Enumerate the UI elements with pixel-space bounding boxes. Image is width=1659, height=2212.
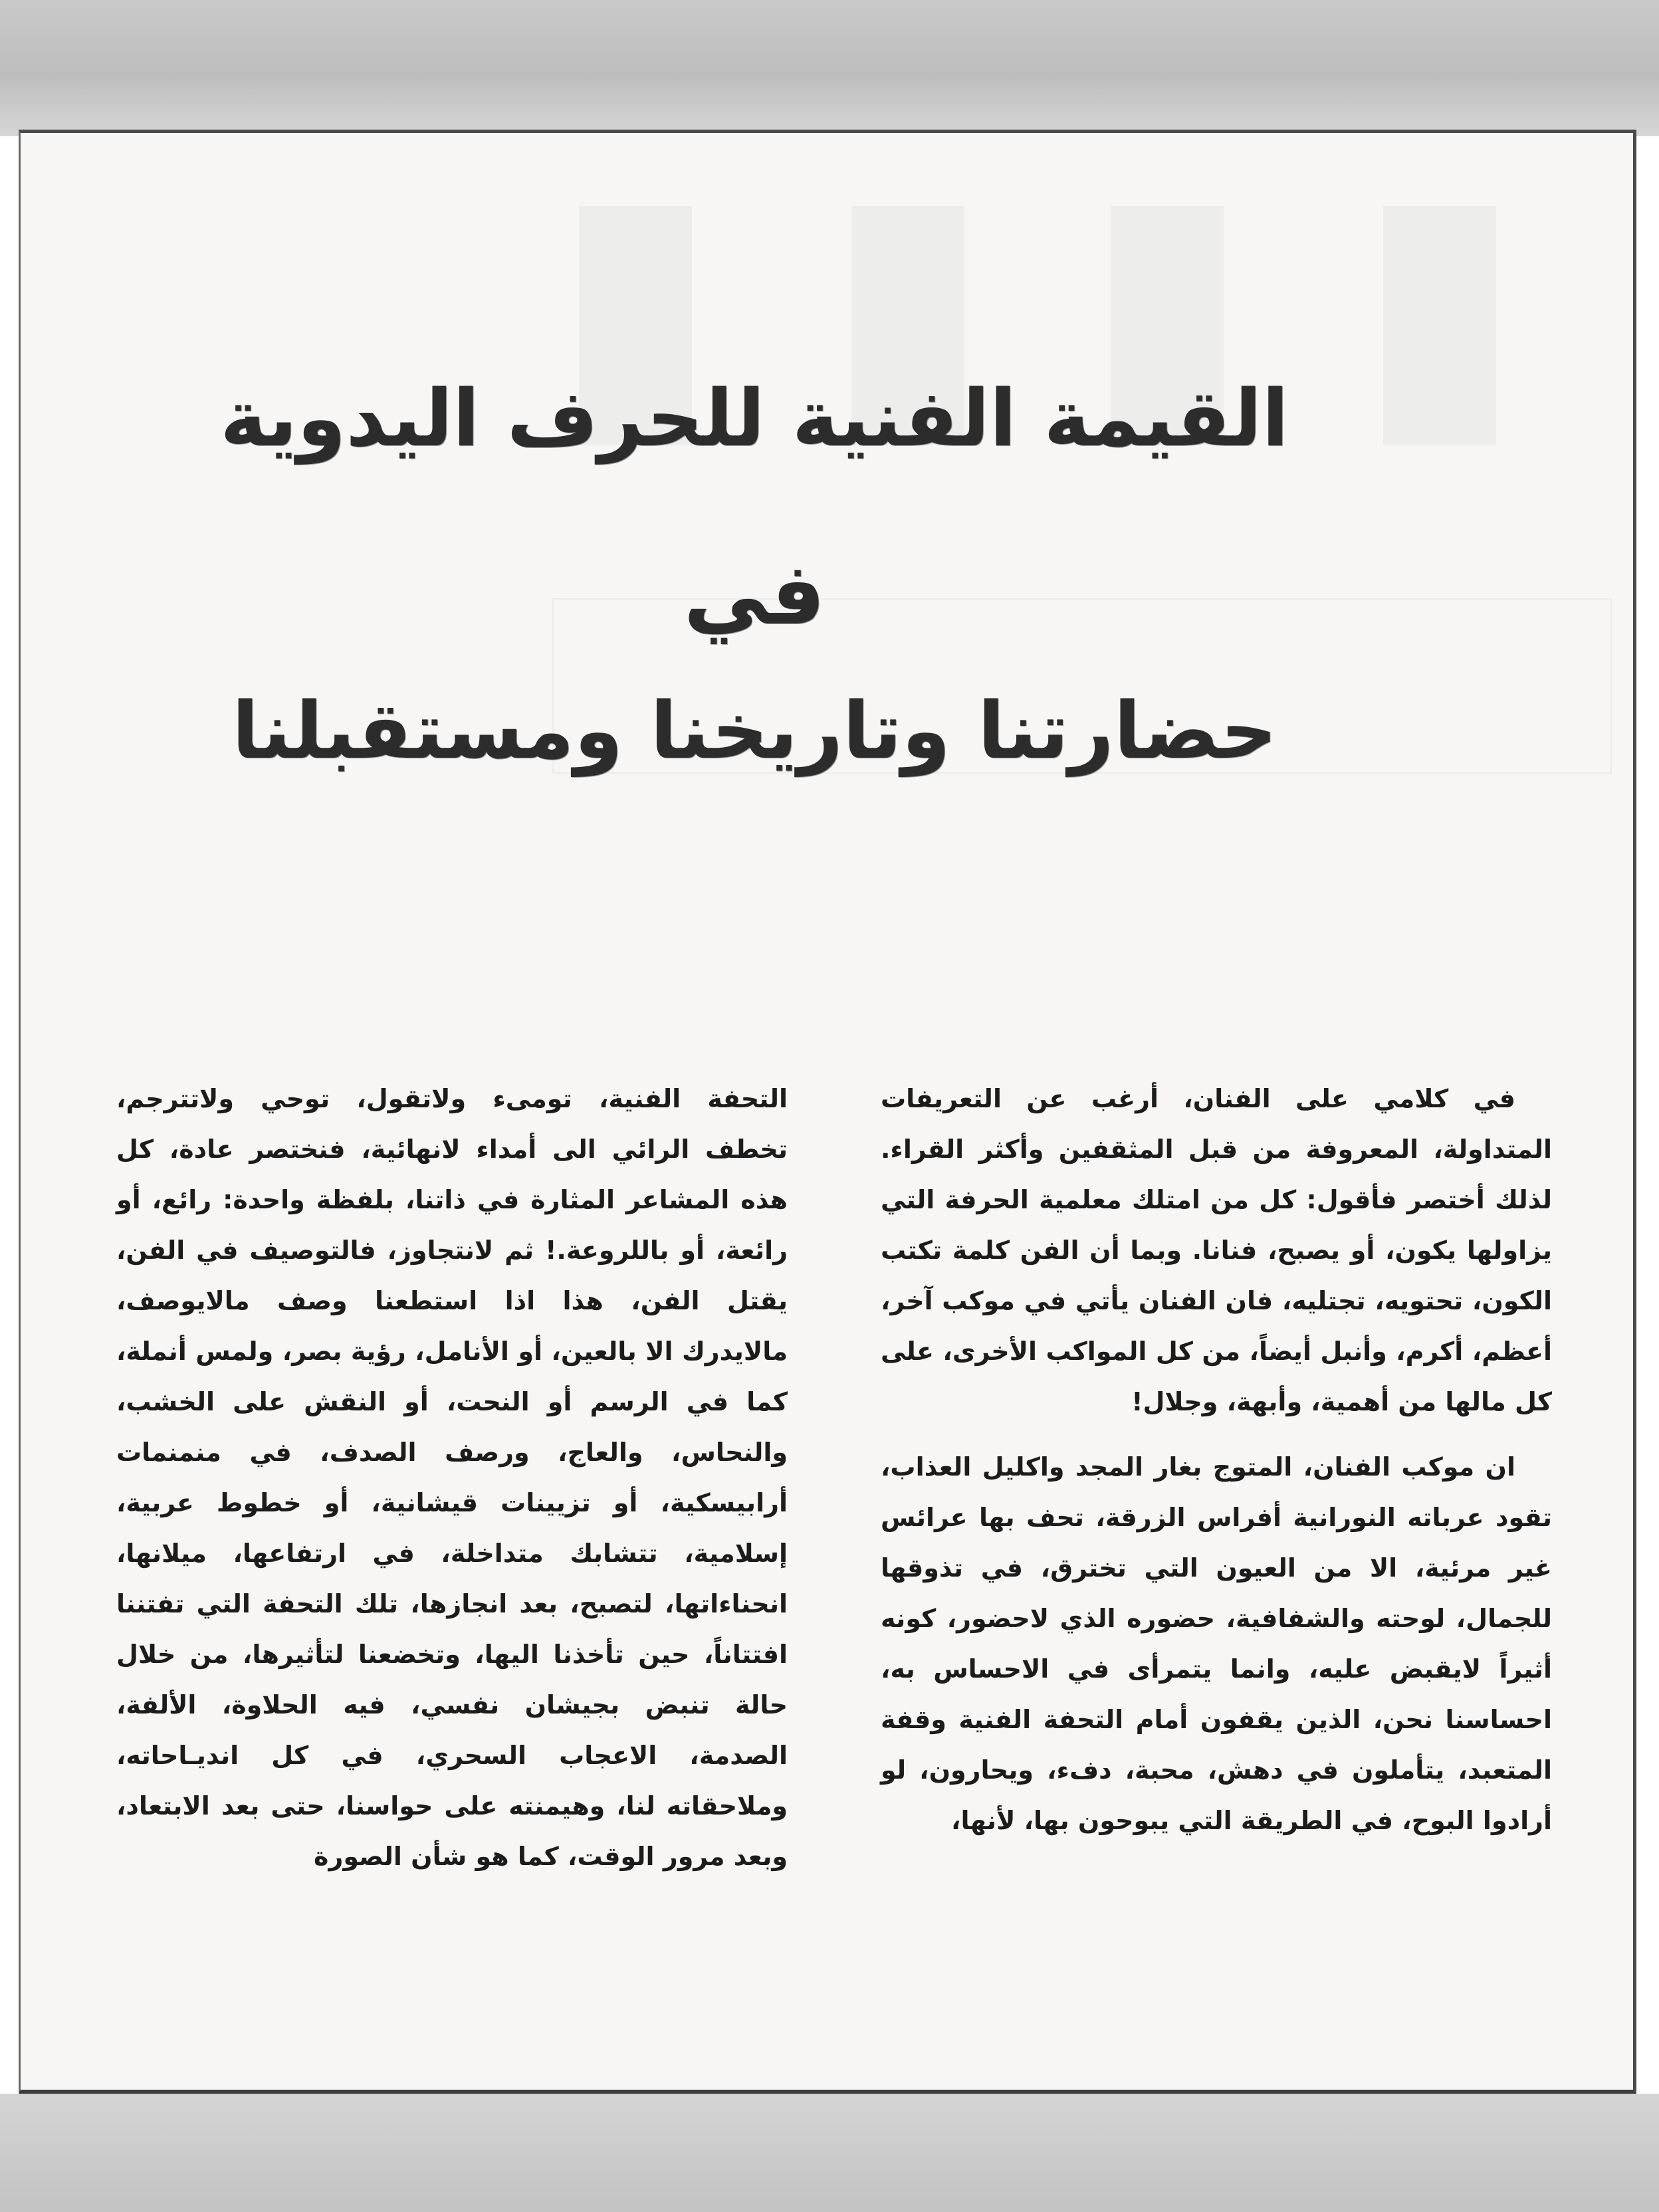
bleed-through-shape <box>1383 206 1496 445</box>
body-paragraph: ان موكب الفنان، المتوج بغار المجد واكليل العذاب، تقود عرباته النورانية أفراس الزرقة، تحف بها عرائس غير مرئية، الا من العيون التي تخترق، في تذوقها للجمال، لوحته والشفافية، حضوره الذي لاحضور، كونه أثيراً لايقبض عليه، وانما يتمرأى في الاحساس به، احساسنا نحن، الذين يقفون أمام التحفة الفنية وقفة المتعبد، يتأملون في دهش، محبة، دفء، ويحارون، لو أرادوا البوح، في الطريقة التي يبوحون بها، لأنها، <box>881 1452 1552 1835</box>
article-column-left <box>116 1073 788 2024</box>
article-title-line-2: في <box>683 545 826 644</box>
scan-bottom-margin <box>0 2094 1659 2212</box>
body-paragraph: التحفة الفنية، تومىء ولاتقول، توحي ولاتترجم، تخطف الرائي الى أمداء لانهائية، فنختصر عادة، كل هذه المشاعر المثارة في ذاتنا، بلفظة واحدة: رائع، أو رائعة، أو باللروعة.! ثم لانتجاوز، فالتوصيف في الفن، يقتل الفن، هذا اذا استطعنا وصف مالايوصف، مالايدرك الا بالعين، أو الأنامل، رؤية بصر، ولمس أنملة، كما في الرسم أو النحت، أو النقش على الخشب، والنحاس، والعاج، ورصف الصدف، في منمنمات أرابيسكية، أو تزيينات قيشانية، أو خطوط عربية، إسلامية، تتشابك متداخلة، في ارتفاعها، ميلانها، انحناءاتها، لتصبح، بعد انجازها، تلك التحفة التي تفتننا افتتاناً، حين تأخذنا اليها، وتخضعنا لتأثيرها، من خلال حالة تنبض بجيشان نفسي، فيه الحلاوة، الألفة، الصدمة، الاعجاب السحري، في كل انديـاحاته، وملاحقاته لنا، وهيمنته على حواسنا، حتى بعد الابتعاد، وبعد مرور الوقت، كما هو شأن الصورة <box>116 1084 788 1871</box>
article-title-line-3: حضارتنا وتاريخنا ومستقبلنا <box>231 685 1277 776</box>
scan-top-margin <box>0 0 1659 136</box>
article-column-right <box>881 1073 1552 2024</box>
article-title-line-1: القيمة الفنية للحرف اليدوية <box>220 372 1289 464</box>
body-paragraph: في كلامي على الفنان، أرغب عن التعريفات المتداولة، المعروفة من قبل المثقفين وأكثر القراء. لذلك أختصر فأقول: كل من امتلك معلمية الحرفة التي يزاولها يكون، أو يصبح، فنانا. وبما أن الفن كلمة تكتب الكون، تحتويه، تجتليه، فان الفنان يأتي في موكب آخر، أعظم، أكرم، وأنبل أيضاً، من كل المواكب الأخرى، على كل مالها من أهمية، وأبهة، وجلال! <box>881 1084 1552 1416</box>
